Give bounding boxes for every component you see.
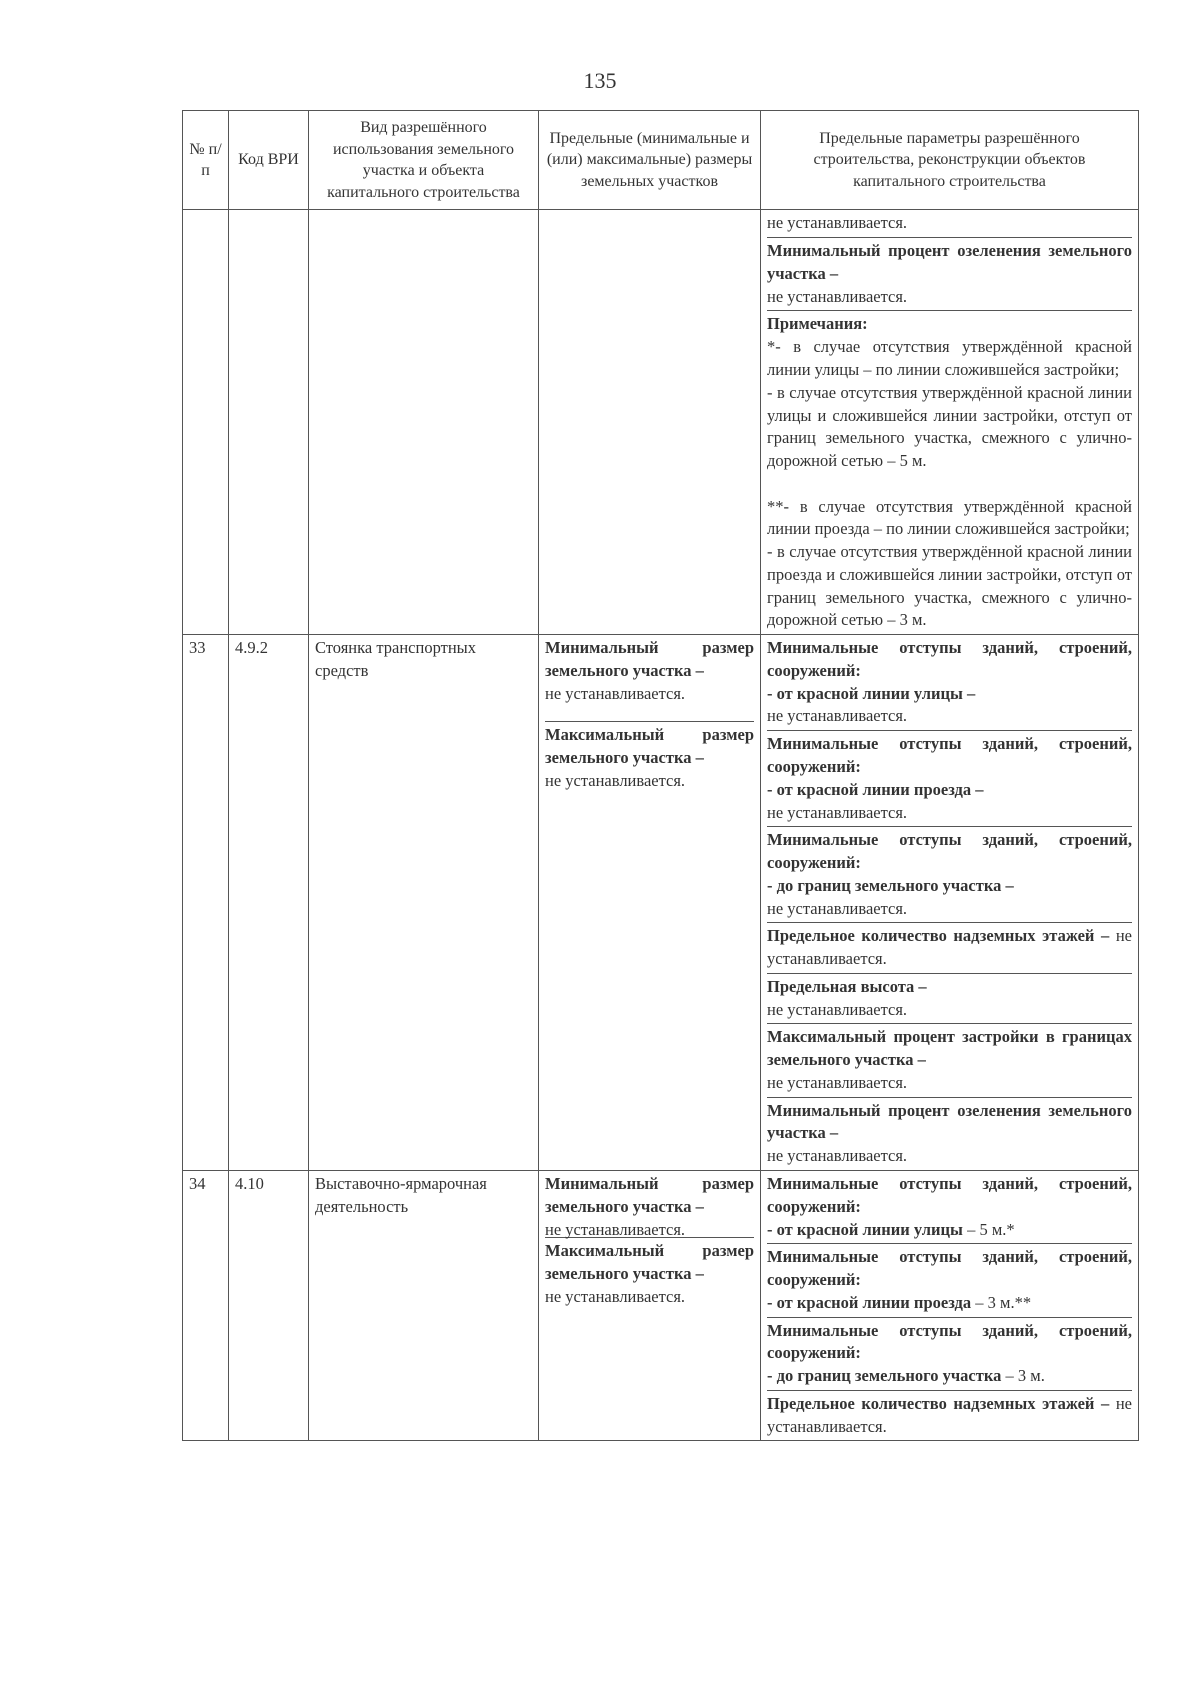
row-kind: Выставочно-ярмарочная деятельность bbox=[309, 1171, 539, 1441]
param-item: Предельная высота – не устанавливается. bbox=[767, 974, 1132, 1025]
size-item: Минимальный размер земельного участка – не устанавливается. bbox=[545, 635, 754, 722]
header-kind: Вид разрешённого использования земельного участка и объекта капитального строительства bbox=[309, 111, 539, 210]
regulations-table bbox=[182, 110, 1139, 1441]
param-item: Максимальный процент застройки в границах земельного участка – не устанавливается. bbox=[767, 1024, 1132, 1097]
row-kind: Стоянка транспортных средств bbox=[309, 635, 539, 1171]
row-num: 33 bbox=[183, 635, 229, 1171]
param-item: Минимальный процент озеленения земельного участка – не устанавливается. bbox=[767, 238, 1132, 311]
page-number: 135 bbox=[583, 68, 617, 93]
table-row bbox=[183, 635, 1139, 1171]
param-item: Минимальные отступы зданий, строений, сооружений: - от красной линии улицы – 5 м.* bbox=[767, 1171, 1132, 1244]
notes: Примечания: *- в случае отсутствия утверждённой красной линии улицы – по линии сложившейся застройки; - в случае отсутствия утверждённой красной линии улицы и сложившейся линии застройки, отступ от границ земельного участка, смежного с улично-дорожной сетью – 5 м. **- в случае отсутствия утверждённой красной линии проезда – по линии сложившейся застройки; - в случае отсутствия утверждённой красной линии проезда и сложившейся линии застройки, отступ от границ земельного участка, смежного с улично-дорожной сетью – 3 м. bbox=[767, 314, 1132, 630]
param-item: не устанавливается. bbox=[767, 210, 1132, 238]
param-item: Минимальные отступы зданий, строений, сооружений: - до границ земельного участка – не устанавливается. bbox=[767, 827, 1132, 923]
row-code: 4.9.2 bbox=[229, 635, 309, 1171]
header-params: Предельные параметры разрешённого строительства, реконструкции объектов капитального строительства bbox=[761, 111, 1139, 210]
params-cell bbox=[761, 635, 1139, 1171]
size-item: Максимальный размер земельного участка – не устанавливается. bbox=[545, 725, 754, 790]
params-cell bbox=[761, 1171, 1139, 1441]
size-item: Минимальный размер земельного участка – не устанавливается. bbox=[545, 1171, 754, 1238]
table-header bbox=[183, 111, 1139, 210]
param-item: Предельное количество надземных этажей – не устанавливается. bbox=[767, 923, 1132, 974]
size-item: Максимальный размер земельного участка – не устанавливается. bbox=[545, 1241, 754, 1306]
param-item: Минимальные отступы зданий, строений, сооружений: - до границ земельного участка – 3 м. bbox=[767, 1318, 1132, 1391]
row-num: 34 bbox=[183, 1171, 229, 1441]
header-code: Код ВРИ bbox=[229, 111, 309, 210]
param-item: Минимальные отступы зданий, строений, сооружений: - от красной линии проезда – 3 м.** bbox=[767, 1244, 1132, 1317]
param-item: Минимальный процент озеленения земельного участка – не устанавливается. bbox=[767, 1100, 1132, 1166]
param-item: Минимальные отступы зданий, строений, сооружений: - от красной линии улицы – не устанавливается. bbox=[767, 635, 1132, 731]
row-code: 4.10 bbox=[229, 1171, 309, 1441]
params-cell bbox=[761, 210, 1139, 635]
param-item: Предельное количество надземных этажей – не устанавливается. bbox=[767, 1393, 1132, 1436]
header-sizes: Предельные (минимальные и (или) максимальные) размеры земельных участков bbox=[539, 111, 761, 210]
header-num: № п/п bbox=[183, 111, 229, 210]
sizes-cell bbox=[539, 1171, 761, 1441]
table-row bbox=[183, 1171, 1139, 1441]
table-row bbox=[183, 210, 1139, 635]
sizes-cell bbox=[539, 635, 761, 1171]
param-item: Минимальные отступы зданий, строений, сооружений: - от красной линии проезда – не устанавливается. bbox=[767, 731, 1132, 827]
